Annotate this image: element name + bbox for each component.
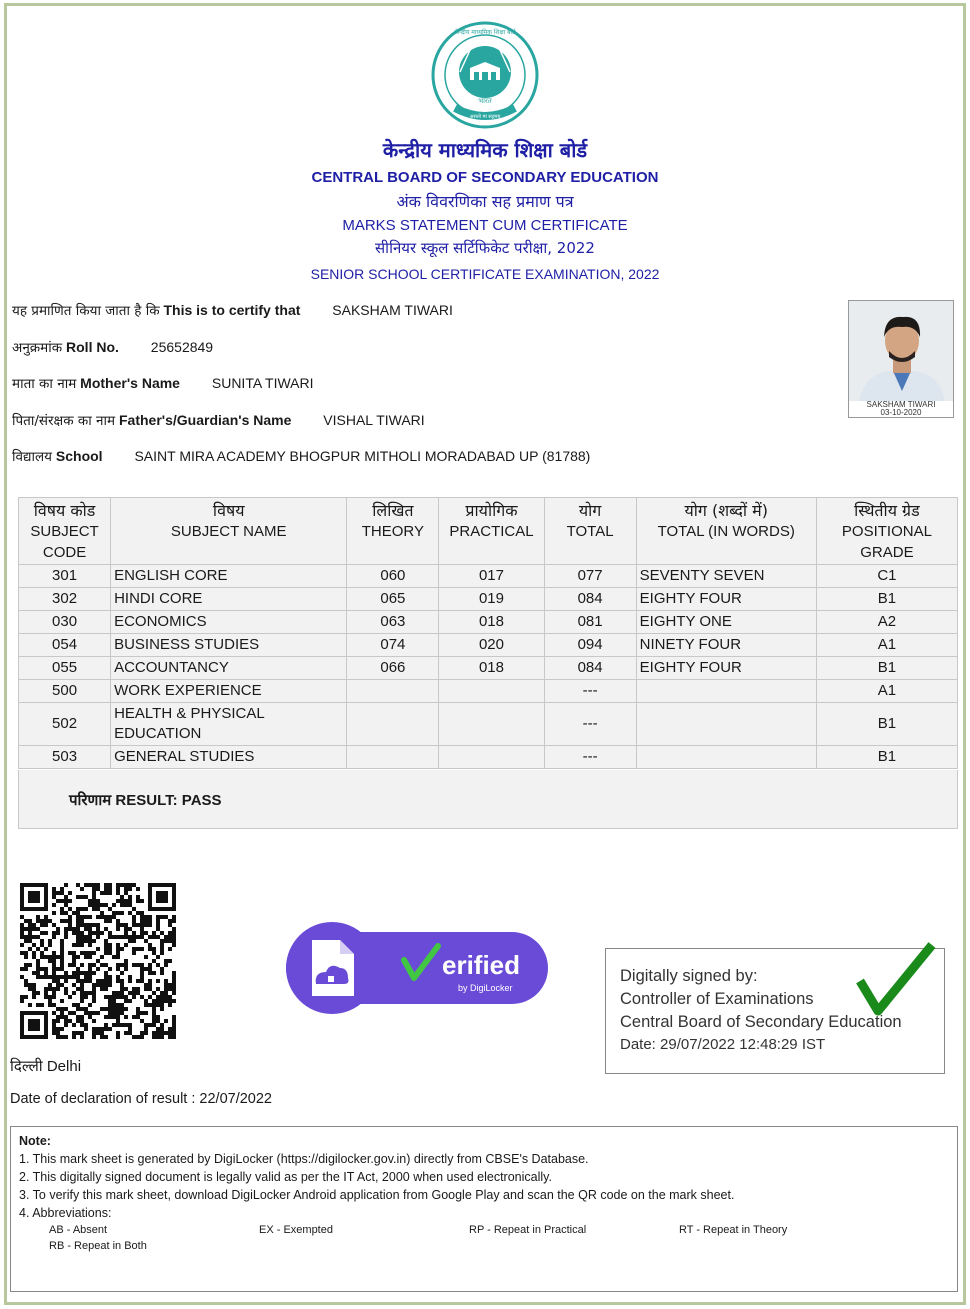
column-header-english: SUBJECT NAME: [170, 523, 287, 540]
certify-label: This is to certify that: [163, 302, 301, 318]
column-header-hindi: योग (शब्दों में): [684, 501, 768, 520]
student-photo: [848, 300, 954, 418]
cell-theory: [347, 703, 439, 746]
table-row: [19, 611, 958, 634]
mother-label-hindi: माता का नाम: [12, 376, 77, 392]
column-header: [636, 498, 816, 565]
certify-row: [12, 301, 453, 319]
notes-box: [10, 1126, 958, 1292]
cell-subject: HEALTH & PHYSICAL EDUCATION: [111, 703, 347, 746]
city-hindi: दिल्ली: [10, 1057, 43, 1075]
cell-total: 077: [544, 565, 636, 588]
column-header-english: TOTAL: [566, 523, 614, 540]
abbreviation-row: [49, 1222, 949, 1238]
column-header-english: PRACTICAL: [449, 523, 534, 540]
column-header: [19, 498, 111, 565]
board-name-hindi: केन्द्रीय माध्यमिक शिक्षा बोर्ड: [382, 138, 588, 162]
roll-number: 25652849: [150, 339, 214, 355]
table-header-row: [19, 498, 958, 565]
declaration-date: Date of declaration of result : 22/07/2022: [10, 1091, 272, 1107]
cell-practical: [439, 703, 544, 746]
cell-grade: A1: [816, 634, 957, 657]
issue-city: [10, 1056, 81, 1076]
cell-practical: 019: [439, 588, 544, 611]
cell-grade: B1: [816, 746, 957, 769]
cell-words: EIGHTY FOUR: [636, 657, 816, 680]
table-row: [19, 746, 958, 769]
table-row: [19, 634, 958, 657]
board-name: CENTRAL BOARD OF SECONDARY EDUCATION: [311, 169, 659, 186]
column-header-hindi: विषय: [212, 501, 245, 520]
cell-total: 081: [544, 611, 636, 634]
father-row: [12, 411, 425, 429]
cell-theory: 066: [347, 657, 439, 680]
abbreviation: RT - Repeat in Theory: [679, 1224, 788, 1236]
roll-row: [12, 338, 213, 356]
cell-practical: 017: [439, 565, 544, 588]
column-header: [347, 498, 439, 565]
cell-total: 094: [544, 634, 636, 657]
photo-caption: SAKSHAM TIWARI 03-10-2020: [849, 401, 953, 417]
cell-code: 503: [19, 746, 111, 769]
cell-words: EIGHTY ONE: [636, 611, 816, 634]
cbse-logo: [430, 20, 540, 130]
mother-name: SUNITA TIWARI: [211, 375, 314, 391]
roll-label-hindi: अनुक्रमांक: [12, 340, 63, 356]
note-item: 4. Abbreviations:: [19, 1206, 112, 1220]
mother-row: [12, 374, 314, 392]
cell-subject: ENGLISH CORE: [111, 565, 347, 588]
column-header-english: THEORY: [361, 523, 424, 540]
cell-practical: 020: [439, 634, 544, 657]
city-name: Delhi: [46, 1058, 82, 1075]
cell-words: NINETY FOUR: [636, 634, 816, 657]
cell-practical: [439, 680, 544, 703]
father-label-hindi: पिता/संरक्षक का नाम: [12, 413, 116, 429]
result-box: [18, 770, 958, 829]
exam-title-hindi: सीनियर स्कूल सर्टिफिकेट परीक्षा, 2022: [375, 239, 595, 257]
cell-code: 030: [19, 611, 111, 634]
cell-theory: 074: [347, 634, 439, 657]
note-item: 1. This mark sheet is generated by DigiLocker (https://digilocker.gov.in) directly from CBSE's Database.: [19, 1152, 589, 1166]
cell-subject: ACCOUNTANCY: [111, 657, 347, 680]
school-label: School: [55, 448, 103, 464]
cell-code: 055: [19, 657, 111, 680]
cell-practical: [439, 746, 544, 769]
statement-title: MARKS STATEMENT CUM CERTIFICATE: [342, 217, 628, 234]
roll-label: Roll No.: [66, 339, 119, 355]
svg-text:by DigiLocker: by DigiLocker: [458, 983, 513, 993]
cell-words: [636, 746, 816, 769]
cell-code: 301: [19, 565, 111, 588]
school-name: SAINT MIRA ACADEMY BHOGPUR MITHOLI MORADABAD UP (81788): [134, 448, 591, 464]
table-row: [19, 703, 958, 746]
notes-title: Note:: [19, 1134, 51, 1148]
cell-code: 054: [19, 634, 111, 657]
table-row: [19, 657, 958, 680]
cell-words: SEVENTY SEVEN: [636, 565, 816, 588]
student-name: SAKSHAM TIWARI: [332, 302, 453, 318]
column-header: [439, 498, 544, 565]
result-label: RESULT: PASS: [115, 792, 222, 809]
note-item: 2. This digitally signed document is legally valid as per the IT Act, 2000 when used electronically.: [19, 1170, 552, 1184]
note-item: 3. To verify this mark sheet, download DigiLocker Android application from Google Play and scan the QR code on the mark sheet.: [19, 1188, 735, 1202]
cell-theory: 060: [347, 565, 439, 588]
digilocker-verified-badge: [286, 918, 549, 1016]
abbreviation: RB - Repeat in Both: [49, 1240, 147, 1252]
cell-grade: A1: [816, 680, 957, 703]
result-text: [69, 790, 222, 810]
cell-grade: A2: [816, 611, 957, 634]
signature-line-2: Controller of Examinations: [620, 990, 814, 1008]
cell-subject: BUSINESS STUDIES: [111, 634, 347, 657]
statement-title-hindi: अंक विवरणिका सह प्रमाण पत्र: [396, 192, 574, 211]
abbreviation: AB - Absent: [49, 1224, 108, 1236]
cell-code: 302: [19, 588, 111, 611]
column-header-hindi: प्रायोगिक: [465, 501, 518, 520]
cell-code: 502: [19, 703, 111, 746]
cell-grade: B1: [816, 703, 957, 746]
signature-line-3: Central Board of Secondary Education: [620, 1013, 902, 1031]
abbreviation-row: [49, 1238, 949, 1254]
cell-total: 084: [544, 657, 636, 680]
cell-total: ---: [544, 703, 636, 746]
cell-theory: 065: [347, 588, 439, 611]
mother-label: Mother's Name: [80, 375, 180, 391]
column-header-english: SUBJECT CODE: [30, 523, 99, 561]
column-header-english: POSITIONAL GRADE: [841, 523, 932, 561]
cell-subject: GENERAL STUDIES: [111, 746, 347, 769]
column-header: [111, 498, 347, 565]
column-header-hindi: योग: [578, 501, 602, 520]
column-header-english: TOTAL (IN WORDS): [657, 523, 795, 540]
signature-line-1: Digitally signed by:: [620, 967, 758, 985]
result-label-hindi: परिणाम: [69, 791, 112, 809]
person-silhouette-icon: [849, 301, 954, 403]
school-label-hindi: विद्यालय: [12, 449, 52, 465]
signature-date: Date: 29/07/2022 12:48:29 IST: [620, 1036, 826, 1053]
column-header: [816, 498, 957, 565]
father-label: Father's/Guardian's Name: [119, 412, 292, 428]
school-row: [12, 447, 590, 465]
column-header-hindi: विषय कोड: [33, 501, 96, 520]
cell-grade: C1: [816, 565, 957, 588]
abbreviation: RP - Repeat in Practical: [469, 1224, 587, 1236]
table-row: [19, 680, 958, 703]
marks-table: [18, 497, 958, 769]
cell-practical: 018: [439, 611, 544, 634]
cell-total: ---: [544, 680, 636, 703]
cell-words: [636, 703, 816, 746]
cell-grade: B1: [816, 588, 957, 611]
cell-theory: [347, 746, 439, 769]
cell-practical: 018: [439, 657, 544, 680]
table-row: [19, 588, 958, 611]
column-header: [544, 498, 636, 565]
checkmark-icon: [856, 941, 936, 1019]
cell-theory: 063: [347, 611, 439, 634]
svg-text:केन्द्रीय माध्यमिक शिक्षा बोर्: केन्द्रीय माध्यमिक शिक्षा बोर्ड: [454, 29, 516, 36]
cell-grade: B1: [816, 657, 957, 680]
cell-code: 500: [19, 680, 111, 703]
column-header-hindi: लिखित: [372, 501, 414, 520]
table-row: [19, 565, 958, 588]
father-name: VISHAL TIWARI: [323, 412, 425, 428]
svg-text:असतो मा सद्गमय: असतो मा सद्गमय: [469, 114, 501, 120]
cell-subject: WORK EXPERIENCE: [111, 680, 347, 703]
table-body: [19, 565, 958, 769]
cell-subject: ECONOMICS: [111, 611, 347, 634]
svg-text:भारत: भारत: [478, 97, 492, 105]
certify-label-hindi: यह प्रमाणित किया जाता है कि: [12, 303, 160, 319]
column-header-hindi: स्थितीय ग्रेड: [854, 501, 920, 520]
cell-total: ---: [544, 746, 636, 769]
cell-total: 084: [544, 588, 636, 611]
cell-theory: [347, 680, 439, 703]
svg-text:erified: erified: [442, 950, 521, 980]
cell-words: EIGHTY FOUR: [636, 588, 816, 611]
exam-title: SENIOR SCHOOL CERTIFICATE EXAMINATION, 2022: [310, 266, 660, 282]
cell-subject: HINDI CORE: [111, 588, 347, 611]
qr-code[interactable]: [20, 883, 176, 1039]
cell-words: [636, 680, 816, 703]
abbreviation: EX - Exempted: [259, 1224, 333, 1236]
digital-signature-box[interactable]: [605, 948, 945, 1074]
